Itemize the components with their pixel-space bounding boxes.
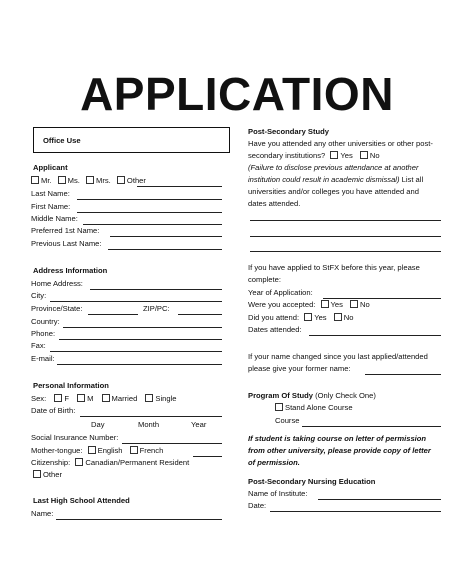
- institution-line-1[interactable]: [250, 220, 441, 221]
- disclosure-note-1: (Failure to disclose previous attendance at another: [248, 163, 419, 172]
- post-secondary-heading: Post-Secondary Study: [248, 127, 330, 136]
- permission-note-1: If student is taking course on letter of permission: [248, 434, 427, 443]
- tongue-row: [31, 446, 163, 456]
- standalone-checkbox[interactable]: [275, 403, 283, 411]
- zip-line[interactable]: [178, 314, 222, 315]
- sex-f-label: F: [64, 394, 69, 403]
- post-secondary-q1-cont: secondary institutions?: [248, 151, 326, 160]
- zip-label: ZIP/PC:: [143, 304, 170, 313]
- accepted-no-checkbox[interactable]: [350, 300, 358, 308]
- institute-label: Name of Institute:: [248, 489, 308, 498]
- disclosure-note-2b: List all: [399, 175, 424, 184]
- home-address-line[interactable]: [90, 289, 222, 290]
- course-label: Course: [275, 416, 300, 425]
- standalone-row: [275, 403, 353, 413]
- dob-year-label: Year: [191, 420, 207, 429]
- other-salutation-label: Other: [126, 176, 146, 185]
- disclosure-note-3: universities and/or colleges you have attended and: [248, 187, 419, 196]
- applicant-heading: Applicant: [33, 163, 68, 172]
- page-title: APPLICATION: [80, 68, 394, 120]
- disclosure-note-2: institution could result in academic dismissal): [248, 175, 400, 184]
- sex-m-label: M: [87, 394, 94, 403]
- attended-yes-checkbox[interactable]: [330, 151, 338, 159]
- permission-note-3: of permission.: [248, 458, 300, 467]
- middle-name-line[interactable]: [83, 224, 222, 225]
- nursing-heading: Post-Secondary Nursing Education: [248, 477, 376, 486]
- mrs-label: Mrs.: [96, 176, 111, 185]
- single-label: Single: [155, 394, 177, 403]
- sin-line[interactable]: [122, 443, 222, 444]
- school-heading: Last High School Attended: [33, 496, 130, 505]
- sex-row: [31, 394, 177, 404]
- first-name-line[interactable]: [77, 212, 222, 213]
- province-line[interactable]: [88, 314, 138, 315]
- name-change-q2: please give your former name:: [248, 364, 351, 373]
- sex-f-checkbox[interactable]: [54, 394, 62, 402]
- french-checkbox[interactable]: [130, 446, 138, 454]
- last-name-label: Last Name:: [31, 189, 70, 198]
- post-secondary-q1: Have you attended any other universities or other post-: [248, 139, 433, 148]
- french-label: French: [139, 446, 164, 455]
- preferred-name-line[interactable]: [110, 236, 222, 237]
- school-name-line[interactable]: [56, 519, 222, 520]
- country-line[interactable]: [63, 327, 222, 328]
- office-use-label: Office Use: [43, 136, 81, 145]
- attended-no-label: No: [369, 151, 380, 160]
- citizenship-label: Citizenship:: [31, 458, 71, 467]
- ms-label: Ms.: [67, 176, 80, 185]
- citizenship-row: [31, 458, 189, 468]
- accepted-row: [248, 300, 370, 310]
- office-use-box: [33, 127, 230, 153]
- disclosure-note-4: dates attended.: [248, 199, 301, 208]
- year-of-application-line[interactable]: [323, 298, 441, 299]
- last-name-line[interactable]: [77, 199, 222, 200]
- city-label: City:: [31, 291, 47, 300]
- married-checkbox[interactable]: [102, 394, 110, 402]
- previous-last-name-line[interactable]: [108, 249, 222, 250]
- fax-line[interactable]: [50, 351, 222, 352]
- salutation-other-line[interactable]: [137, 186, 222, 187]
- program-heading-row: [248, 391, 376, 401]
- dob-month-label: Month: [138, 420, 160, 429]
- attend-no-label: No: [343, 313, 354, 322]
- phone-line[interactable]: [59, 339, 222, 340]
- disclosure-note-2-row: [248, 175, 423, 185]
- dob-line[interactable]: [80, 416, 222, 417]
- other-citizenship-label: Other: [43, 470, 62, 479]
- dates-attended-label: Dates attended:: [248, 325, 302, 334]
- personal-heading: Personal Information: [33, 381, 109, 390]
- country-label: Country:: [31, 317, 60, 326]
- mrs-checkbox[interactable]: [86, 176, 94, 184]
- tongue-other-line[interactable]: [193, 456, 222, 457]
- program-heading-note: (Only Check One): [312, 391, 376, 400]
- ms-checkbox[interactable]: [58, 176, 66, 184]
- attended-yes-label: Yes: [340, 151, 353, 160]
- english-label: English: [97, 446, 123, 455]
- former-name-line[interactable]: [365, 374, 441, 375]
- phone-label: Phone:: [31, 329, 56, 338]
- email-label: E-mail:: [31, 354, 55, 363]
- sex-label: Sex:: [31, 394, 47, 403]
- course-line[interactable]: [302, 426, 441, 427]
- province-label: Province/State:: [31, 304, 83, 313]
- year-of-application-label: Year of Application:: [248, 288, 313, 297]
- attend-label: Did you attend:: [248, 313, 300, 322]
- stfx-q2: complete:: [248, 275, 281, 284]
- mr-label: Mr.: [41, 176, 52, 185]
- fax-label: Fax:: [31, 341, 46, 350]
- attend-row: [248, 313, 353, 323]
- stfx-q1: If you have applied to StFX before this year, please: [248, 263, 420, 272]
- institute-line[interactable]: [318, 499, 441, 500]
- accepted-yes-checkbox[interactable]: [321, 300, 329, 308]
- school-name-label: Name:: [31, 509, 54, 518]
- accepted-label: Were you accepted:: [248, 300, 316, 309]
- english-checkbox[interactable]: [88, 446, 96, 454]
- nursing-date-line[interactable]: [270, 511, 441, 512]
- attend-yes-label: Yes: [314, 313, 327, 322]
- permission-note-2: from other university, please provide copy of letter: [248, 446, 431, 455]
- email-line[interactable]: [57, 364, 222, 365]
- standalone-label: Stand Alone Course: [285, 403, 353, 412]
- program-heading: Program Of Study: [248, 391, 313, 400]
- sin-label: Social Insurance Number:: [31, 433, 119, 442]
- tongue-label: Mother-tongue:: [31, 446, 83, 455]
- address-heading: Address Information: [33, 266, 108, 275]
- first-name-label: First Name:: [31, 202, 71, 211]
- sex-m-checkbox[interactable]: [77, 394, 85, 402]
- preferred-name-label: Preferred 1st Name:: [31, 226, 100, 235]
- salutation-row: [31, 176, 146, 186]
- other-salutation-checkbox[interactable]: [117, 176, 125, 184]
- other-citizenship-checkbox[interactable]: [33, 470, 41, 478]
- attended-no-checkbox[interactable]: [360, 151, 368, 159]
- name-change-q1: If your name changed since you last applied/attended: [248, 352, 428, 361]
- institution-line-3[interactable]: [250, 251, 441, 252]
- institution-line-2[interactable]: [250, 236, 441, 237]
- married-label: Married: [111, 394, 138, 403]
- attend-yes-checkbox[interactable]: [304, 313, 312, 321]
- dob-label: Date of Birth:: [31, 406, 76, 415]
- city-line[interactable]: [50, 301, 222, 302]
- canadian-label: Canadian/Permanent Resident: [85, 458, 190, 467]
- other-citizenship-row: [33, 470, 62, 480]
- attend-no-checkbox[interactable]: [334, 313, 342, 321]
- post-secondary-q1-row: [248, 151, 380, 161]
- canadian-checkbox[interactable]: [75, 458, 83, 466]
- dob-day-label: Day: [91, 420, 105, 429]
- previous-last-name-label: Previous Last Name:: [31, 239, 102, 248]
- accepted-yes-label: Yes: [330, 300, 343, 309]
- mr-checkbox[interactable]: [31, 176, 39, 184]
- home-address-label: Home Address:: [31, 279, 83, 288]
- accepted-no-label: No: [360, 300, 370, 309]
- middle-name-label: Middle Name:: [31, 214, 78, 223]
- single-checkbox[interactable]: [145, 394, 153, 402]
- dates-attended-line[interactable]: [309, 335, 441, 336]
- nursing-date-label: Date:: [248, 501, 267, 510]
